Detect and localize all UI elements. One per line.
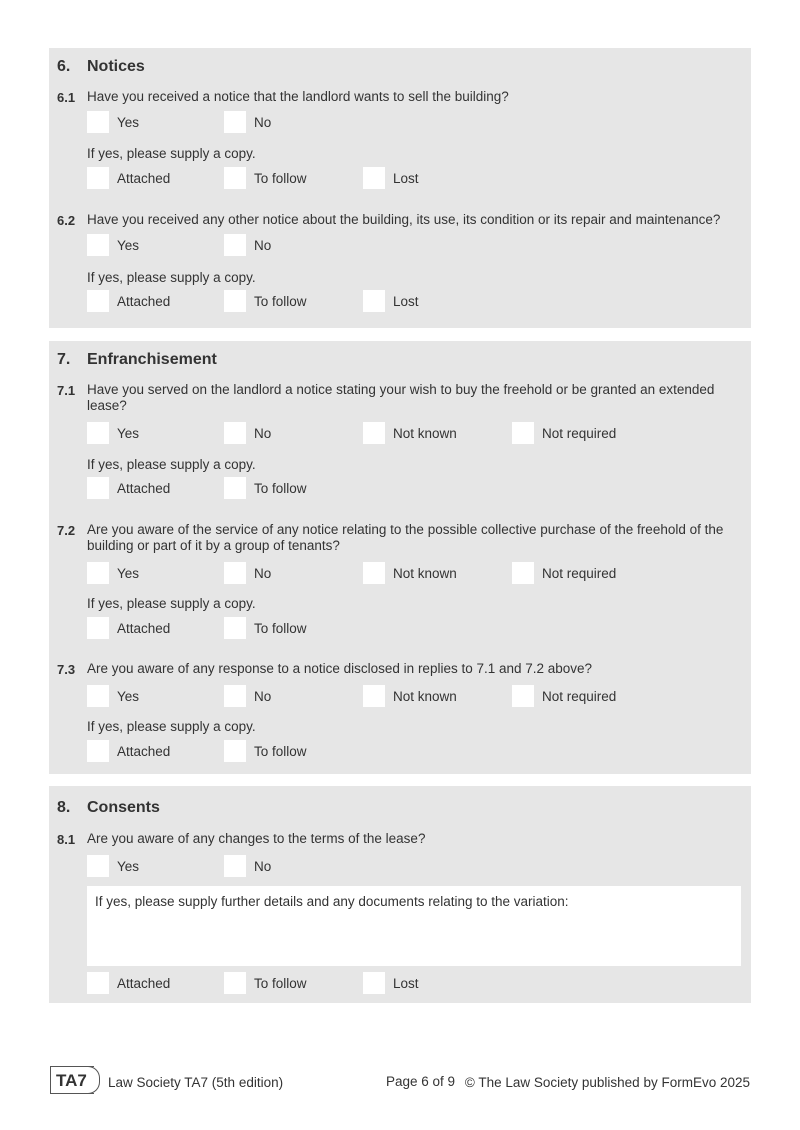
lost-checkbox[interactable]: Lost bbox=[363, 167, 419, 189]
question-number: 7.2 bbox=[57, 523, 76, 538]
copy-options bbox=[87, 972, 727, 994]
question-number: 7.3 bbox=[57, 662, 76, 677]
question-text: Have you received a notice that the landlord wants to sell the building? bbox=[87, 89, 509, 104]
supply-copy-text: If yes, please supply a copy. bbox=[87, 146, 256, 161]
supply-copy-text: If yes, please supply a copy. bbox=[87, 270, 256, 285]
question-number: 7.1 bbox=[57, 383, 76, 398]
question-number: 6.1 bbox=[57, 90, 76, 105]
ta7-logo: TA7 bbox=[50, 1066, 94, 1094]
yes-no-options bbox=[87, 234, 727, 256]
to-follow-checkbox[interactable]: To follow bbox=[224, 740, 307, 762]
details-textarea[interactable] bbox=[87, 886, 741, 966]
no-checkbox[interactable]: No bbox=[224, 422, 271, 444]
not-required-checkbox[interactable]: Not required bbox=[512, 422, 616, 444]
attached-checkbox[interactable]: Attached bbox=[87, 617, 170, 639]
question-text: Are you aware of any changes to the terms of the lease? bbox=[87, 831, 426, 846]
page-number: Page 6 of 9 bbox=[386, 1074, 456, 1089]
question-text: Have you received any other notice about the building, its use, its condition or its repair and maintenance? bbox=[87, 212, 721, 227]
copyright: © The Law Society published by FormEvo 2025 bbox=[464, 1075, 750, 1090]
logo-cap bbox=[88, 1066, 100, 1094]
yes-no-options bbox=[87, 855, 727, 877]
attached-checkbox[interactable]: Attached bbox=[87, 167, 170, 189]
yes-checkbox[interactable]: Yes bbox=[87, 234, 139, 256]
yes-checkbox[interactable]: Yes bbox=[87, 562, 139, 584]
question-text: Are you aware of the service of any notice relating to the possible collective purchase of the freehold of the building or part of it by a group of tenants? bbox=[87, 522, 724, 553]
section-title: 6. Notices bbox=[57, 58, 145, 75]
section-consents bbox=[49, 786, 751, 1003]
copy-options bbox=[87, 477, 727, 499]
attached-checkbox[interactable]: Attached bbox=[87, 290, 170, 312]
yes-no-options bbox=[87, 685, 727, 707]
yes-no-options bbox=[87, 111, 727, 133]
lost-checkbox[interactable]: Lost bbox=[363, 972, 419, 994]
copy-options bbox=[87, 167, 727, 189]
yes-checkbox[interactable]: Yes bbox=[87, 111, 139, 133]
attached-checkbox[interactable]: Attached bbox=[87, 972, 170, 994]
to-follow-checkbox[interactable]: To follow bbox=[224, 290, 307, 312]
yes-checkbox[interactable]: Yes bbox=[87, 422, 139, 444]
to-follow-checkbox[interactable]: To follow bbox=[224, 167, 307, 189]
no-checkbox[interactable]: No bbox=[224, 685, 271, 707]
yes-no-options bbox=[87, 422, 727, 444]
details-label: If yes, please supply further details and any documents relating to the variation: bbox=[95, 894, 569, 909]
lost-checkbox[interactable]: Lost bbox=[363, 290, 419, 312]
copy-options bbox=[87, 290, 727, 312]
to-follow-checkbox[interactable]: To follow bbox=[224, 972, 307, 994]
not-required-checkbox[interactable]: Not required bbox=[512, 685, 616, 707]
question-text: Have you served on the landlord a notice stating your wish to buy the freehold or be granted an extended lease? bbox=[87, 382, 715, 413]
yes-checkbox[interactable]: Yes bbox=[87, 855, 139, 877]
form-edition: Law Society TA7 (5th edition) bbox=[108, 1075, 284, 1090]
attached-checkbox[interactable]: Attached bbox=[87, 477, 170, 499]
question-number: 6.2 bbox=[57, 213, 76, 228]
no-checkbox[interactable]: No bbox=[224, 111, 271, 133]
footer bbox=[50, 1066, 750, 1098]
question-text: Are you aware of any response to a notice disclosed in replies to 7.1 and 7.2 above? bbox=[87, 661, 593, 676]
copy-options bbox=[87, 740, 727, 762]
question-number: 8.1 bbox=[57, 832, 76, 847]
no-checkbox[interactable]: No bbox=[224, 562, 271, 584]
no-checkbox[interactable]: No bbox=[224, 234, 271, 256]
section-notices bbox=[49, 48, 751, 328]
supply-copy-text: If yes, please supply a copy. bbox=[87, 457, 256, 472]
section-enfranchisement bbox=[49, 341, 751, 774]
supply-copy-text: If yes, please supply a copy. bbox=[87, 596, 256, 611]
yes-no-options bbox=[87, 562, 727, 584]
attached-checkbox[interactable]: Attached bbox=[87, 740, 170, 762]
to-follow-checkbox[interactable]: To follow bbox=[224, 617, 307, 639]
section-title: 8. Consents bbox=[57, 799, 160, 816]
not-known-checkbox[interactable]: Not known bbox=[363, 685, 457, 707]
yes-checkbox[interactable]: Yes bbox=[87, 685, 139, 707]
no-checkbox[interactable]: No bbox=[224, 855, 271, 877]
copy-options bbox=[87, 617, 727, 639]
not-known-checkbox[interactable]: Not known bbox=[363, 422, 457, 444]
not-required-checkbox[interactable]: Not required bbox=[512, 562, 616, 584]
supply-copy-text: If yes, please supply a copy. bbox=[87, 719, 256, 734]
section-title: 7. Enfranchisement bbox=[57, 351, 217, 368]
to-follow-checkbox[interactable]: To follow bbox=[224, 477, 307, 499]
not-known-checkbox[interactable]: Not known bbox=[363, 562, 457, 584]
